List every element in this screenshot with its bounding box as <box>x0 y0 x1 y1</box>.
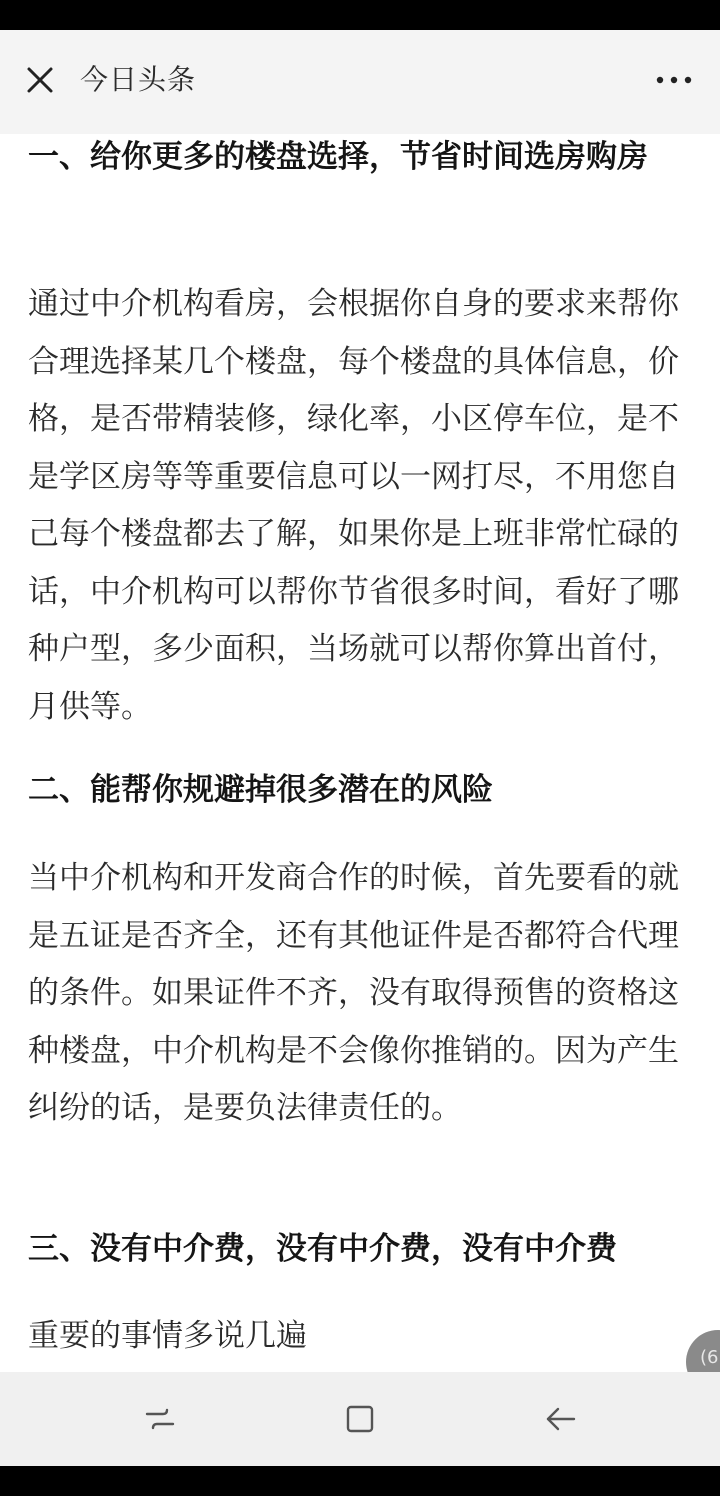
section-heading-3: 三、没有中介费，没有中介费，没有中介费 <box>28 1231 617 1267</box>
section-body-3: 重要的事情多说几遍 <box>28 1318 307 1354</box>
recent-apps-button[interactable] <box>135 1394 185 1444</box>
close-button[interactable] <box>20 60 60 100</box>
system-nav-bar <box>0 1372 720 1466</box>
close-icon <box>25 65 55 95</box>
floating-button[interactable]: (6 <box>686 1330 720 1394</box>
bottom-edge <box>0 1466 720 1496</box>
section-body-1: 通过中介机构看房，会根据你自身的要求来帮你合理选择某几个楼盘，每个楼盘的具体信息，价格，是否带精装修，绿化率，小区停车位，是不是学区房等等重要信息可以一网打尽，不用您自己每个楼盘都去了解，如果你是上班非常忙碌的话，中介机构可以帮你节省很多时间，看好了哪种户型，多少面积，当场就可以帮你算出首付，月供等。 <box>28 286 679 725</box>
back-icon <box>544 1404 578 1434</box>
recent-apps-icon <box>143 1404 177 1434</box>
back-button[interactable] <box>536 1394 586 1444</box>
section-heading-1: 一、给你更多的楼盘选择，节省时间选房购房 <box>28 139 648 175</box>
top-bar <box>0 30 720 134</box>
home-icon <box>343 1402 377 1436</box>
more-icon <box>654 75 694 85</box>
home-button[interactable] <box>335 1394 385 1444</box>
status-bar <box>0 0 720 30</box>
more-button[interactable] <box>650 60 698 100</box>
section-body-2: 当中介机构和开发商合作的时候，首先要看的就是五证是否齐全，还有其他证件是否都符合代理的条件。如果证件不齐，没有取得预售的资格这种楼盘，中介机构是不会像你推销的。因为产生纠纷的话，是要负法律责任的。 <box>28 860 679 1126</box>
section-heading-2: 二、能帮你规避掉很多潜在的风险 <box>28 772 493 808</box>
page-title: 今日头条 <box>80 63 197 96</box>
